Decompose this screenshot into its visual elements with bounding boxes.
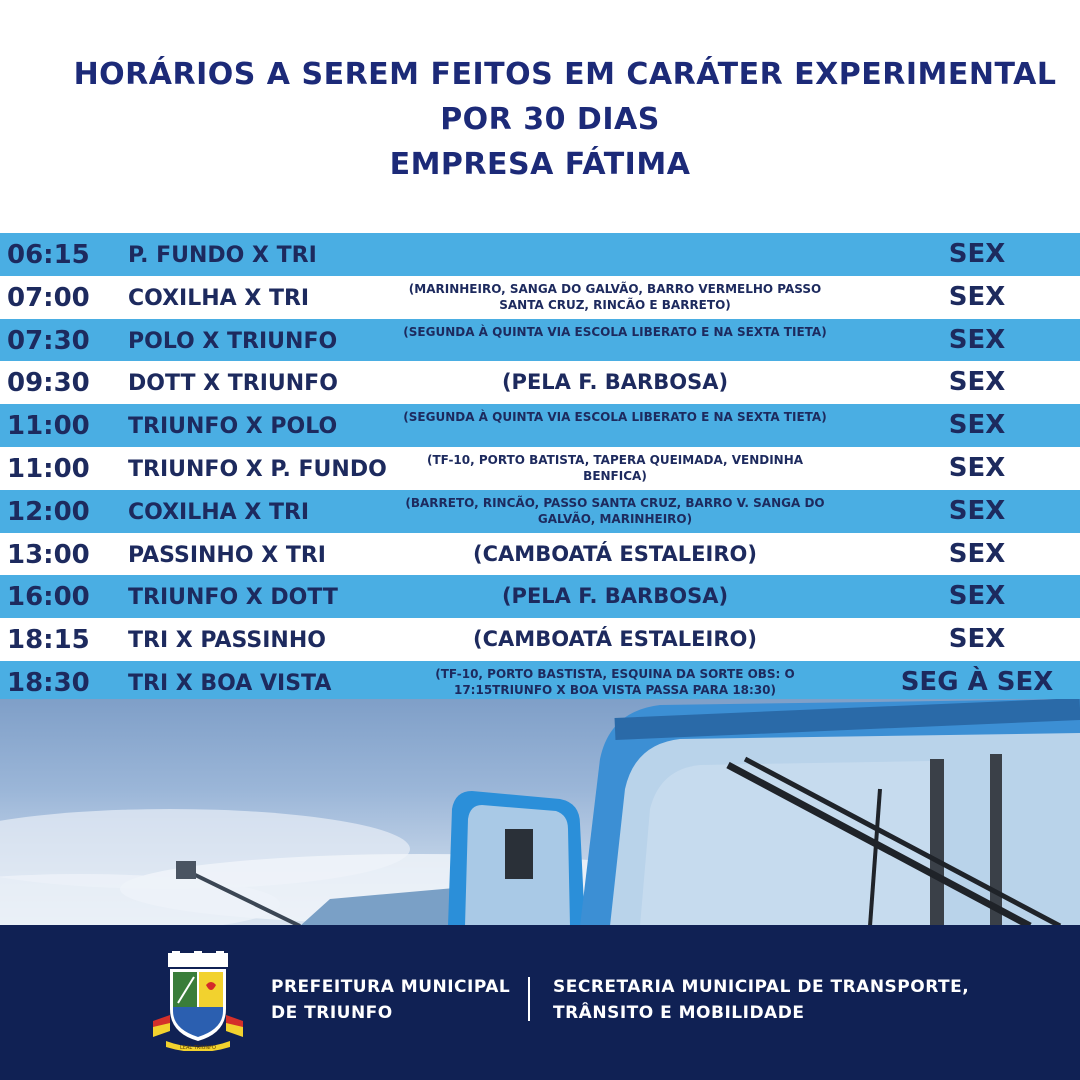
prefeitura-line-1: PREFEITURA MUNICIPAL — [271, 977, 511, 997]
route-details: (TF-10, PORTO BASTISTA, ESQUINA DA SORTE OBS: O 17:15TRIUNFO X BOA VISTA PASSA PARA 18:30) — [435, 666, 795, 697]
service-days: SEX — [948, 581, 1006, 612]
schedule-row — [0, 661, 1080, 704]
schedule-row — [0, 533, 1080, 576]
departure-time: 18:15 — [7, 625, 90, 656]
prefeitura-label — [271, 974, 510, 1026]
route-details: (SEGUNDA À QUINTA VIA ESCOLA LIBERATO E NA SEXTA TIETA) — [403, 324, 827, 339]
route-name: TRIUNFO X P. FUNDO — [128, 456, 387, 482]
route-name: POLO X TRIUNFO — [128, 328, 338, 354]
service-days: SEX — [948, 281, 1006, 312]
departure-time: 11:00 — [7, 453, 90, 484]
service-days: SEX — [948, 452, 1006, 483]
title-line-1: HORÁRIOS A SEREM FEITOS EM CARÁTER EXPERIMENTAL — [73, 57, 1057, 92]
departure-time: 07:30 — [7, 325, 90, 356]
route-details: (TF-10, PORTO BATISTA, TAPERA QUEIMADA, VENDINHA BENFICA) — [426, 452, 804, 483]
departure-time: 11:00 — [7, 411, 90, 442]
secretaria-label — [553, 974, 969, 1026]
footer-divider — [528, 977, 530, 1021]
route-name: COXILHA X TRI — [128, 499, 310, 525]
secretaria-line-1: SECRETARIA MUNICIPAL DE TRANSPORTE, — [553, 977, 970, 997]
secretaria-line-2: TRÂNSITO E MOBILIDADE — [553, 1003, 805, 1023]
route-name: TRIUNFO X POLO — [128, 414, 338, 440]
route-details: (CAMBOATÁ ESTALEIRO) — [473, 627, 757, 652]
departure-time: 09:30 — [7, 368, 90, 399]
title-line-2: POR 30 DIAS — [440, 102, 660, 137]
departure-time: 13:00 — [7, 539, 90, 570]
service-days: SEG À SEX — [900, 666, 1054, 697]
schedule-row — [0, 490, 1080, 533]
service-days: SEX — [948, 410, 1006, 441]
prefeitura-line-2: DE TRIUNFO — [271, 1003, 393, 1023]
schedule-row — [0, 233, 1080, 276]
service-days: SEX — [948, 538, 1006, 569]
departure-time: 12:00 — [7, 496, 90, 527]
route-name: TRIUNFO X DOTT — [128, 585, 338, 611]
route-name: TRI X PASSINHO — [128, 628, 326, 654]
departure-time: 06:15 — [7, 240, 90, 270]
route-details: (BARRETO, RINCÃO, PASSO SANTA CRUZ, BARRO V. SANGA DO GALVÃO, MARINHEIRO) — [405, 495, 825, 526]
schedule-row — [0, 447, 1080, 490]
route-details: (MARINHEIRO, SANGA DO GALVÃO, BARRO VERMELHO PASSO SANTA CRUZ, RINCÃO E BARRETO) — [408, 281, 822, 312]
route-details: (PELA F. BARBOSA) — [501, 370, 729, 395]
service-days: SEX — [948, 239, 1006, 269]
route-name: DOTT X TRIUNFO — [128, 371, 338, 397]
departure-time: 07:00 — [7, 282, 90, 313]
schedule-row — [0, 575, 1080, 618]
service-days: SEX — [948, 367, 1006, 398]
schedule-row — [0, 361, 1080, 404]
route-name: COXILHA X TRI — [128, 285, 310, 311]
page-title — [0, 52, 1080, 187]
schedule-row — [0, 276, 1080, 319]
route-details: (SEGUNDA À QUINTA VIA ESCOLA LIBERATO E NA SEXTA TIETA) — [403, 410, 827, 425]
route-name: PASSINHO X TRI — [128, 542, 326, 568]
departure-time: 18:30 — [7, 667, 90, 698]
triunfo-coat-of-arms-icon — [148, 951, 248, 1051]
service-days: SEX — [948, 495, 1006, 526]
title-line-3: EMPRESA FÁTIMA — [389, 147, 691, 182]
schedule-table — [0, 233, 1080, 704]
schedule-row — [0, 319, 1080, 362]
bus-illustration — [0, 699, 1080, 926]
crest-motto: LEAL TRIUNFO — [180, 1045, 216, 1051]
schedule-row — [0, 618, 1080, 661]
departure-time: 16:00 — [7, 582, 90, 613]
route-details: (PELA F. BARBOSA) — [501, 584, 729, 609]
service-days: SEX — [948, 324, 1006, 355]
bus-photo — [0, 699, 1080, 926]
route-name: TRI X BOA VISTA — [128, 670, 332, 696]
route-details: (CAMBOATÁ ESTALEIRO) — [473, 541, 757, 566]
service-days: SEX — [948, 624, 1006, 655]
route-name: P. FUNDO X TRI — [128, 243, 317, 268]
schedule-row — [0, 404, 1080, 447]
